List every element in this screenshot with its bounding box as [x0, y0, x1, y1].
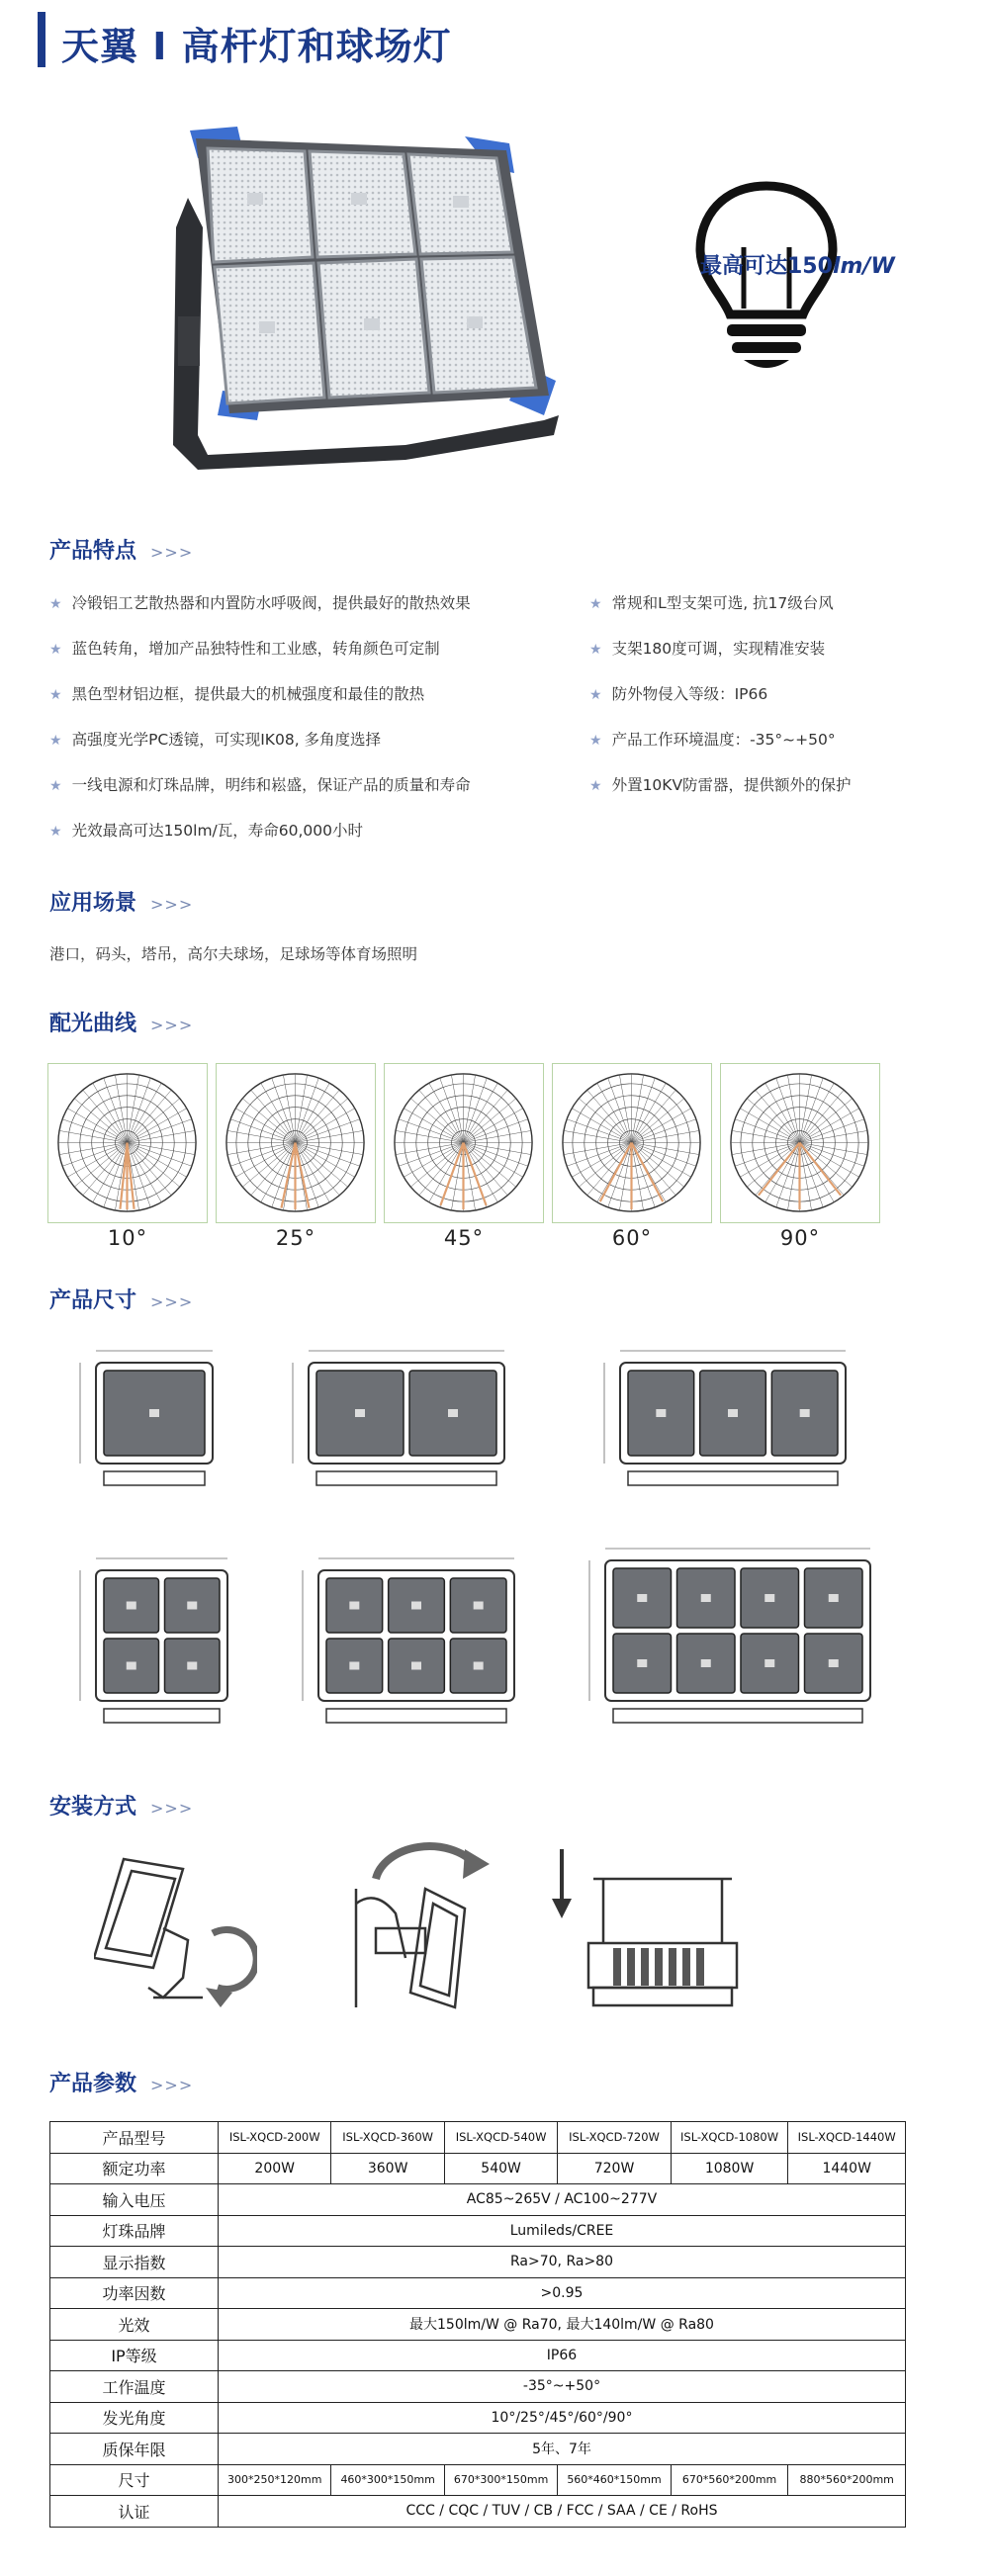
size-cell: 670*560*200mm	[671, 2464, 788, 2496]
feature-item: ★ 高强度光学PC透镜，可实现IK08, 多角度选择	[49, 731, 382, 749]
star-icon: ★	[49, 596, 62, 612]
table-row	[50, 2184, 906, 2216]
cri-cell: Ra>70, Ra>80	[219, 2247, 906, 2278]
table-row	[50, 2464, 906, 2496]
star-icon: ★	[49, 642, 62, 658]
dimension-drawing	[74, 1345, 223, 1493]
row-label: 光效	[50, 2309, 219, 2341]
row-label: 工作温度	[50, 2371, 219, 2403]
star-icon: ★	[49, 687, 62, 703]
row-label: 输入电压	[50, 2184, 219, 2216]
dimension-drawing	[584, 1543, 880, 1731]
row-label: IP等级	[50, 2340, 219, 2371]
table-row	[50, 2277, 906, 2309]
section-heading-dimensions: 产品尺寸 >>>	[49, 1288, 194, 1313]
model-cell: ISL-XQCD-1440W	[788, 2122, 906, 2154]
table-row	[50, 2434, 906, 2465]
polar-curve-box	[552, 1063, 712, 1223]
led-cell: Lumileds/CREE	[219, 2215, 906, 2247]
row-label: 产品型号	[50, 2122, 219, 2154]
size-cell: 880*560*200mm	[788, 2464, 906, 2496]
polar-curve-box	[47, 1063, 208, 1223]
feature-item: ★ 外置10KV防雷器，提供额外的保护	[589, 776, 852, 794]
page-title: 天翼 I 高杆灯和球场灯	[61, 25, 452, 68]
polar-curve-box	[384, 1063, 544, 1223]
size-cell: 670*300*150mm	[444, 2464, 557, 2496]
pf-cell: >0.95	[219, 2277, 906, 2309]
model-cell: ISL-XQCD-540W	[444, 2122, 557, 2154]
row-label: 功率因数	[50, 2277, 219, 2309]
table-row	[50, 2153, 906, 2184]
star-icon: ★	[589, 687, 602, 703]
beam-angle-label: 90°	[779, 1226, 821, 1250]
power-cell: 720W	[558, 2153, 671, 2184]
beam-angle-label: 10°	[107, 1226, 148, 1250]
section-heading-light-curve: 配光曲线 >>>	[49, 1012, 194, 1036]
section-heading-application: 应用场景 >>>	[49, 891, 194, 916]
polar-chart-icon	[48, 1064, 206, 1221]
efficacy-callout	[700, 249, 895, 280]
model-cell: ISL-XQCD-1080W	[671, 2122, 788, 2154]
feature-item: ★ 产品工作环境温度：-35°~+50°	[589, 731, 836, 749]
application-text: 港口，码头，塔吊，高尔夫球场，足球场等体育场照明	[49, 945, 418, 963]
power-cell: 200W	[219, 2153, 331, 2184]
install-wall-mount-drawing	[336, 1820, 509, 2017]
feature-item: ★ 支架180度可调，实现精准安装	[589, 640, 826, 658]
angle-cell: 10°/25°/45°/60°/90°	[219, 2402, 906, 2434]
beam-angle-label: 25°	[275, 1226, 316, 1250]
table-row	[50, 2122, 906, 2154]
star-icon: ★	[49, 733, 62, 749]
table-row	[50, 2402, 906, 2434]
spec-table	[49, 2121, 906, 2528]
beam-angle-label: 60°	[611, 1226, 653, 1250]
model-cell: ISL-XQCD-720W	[558, 2122, 671, 2154]
efficacy-label: 最高可达150	[700, 254, 833, 279]
star-icon: ★	[589, 642, 602, 658]
cert-cell: CCC / CQC / TUV / CB / FCC / SAA / CE / RoHS	[219, 2496, 906, 2528]
section-heading-installation: 安装方式 >>>	[49, 1795, 194, 1820]
star-icon: ★	[49, 824, 62, 840]
row-label: 认证	[50, 2496, 219, 2528]
floodlight-product-image	[168, 119, 613, 504]
table-row	[50, 2215, 906, 2247]
feature-item: ★ 光效最高可达150lm/瓦，寿命60,000小时	[49, 822, 364, 840]
size-cell: 300*250*120mm	[219, 2464, 331, 2496]
feature-item: ★ 常规和L型支架可选, 抗17级台风	[589, 594, 834, 612]
table-row	[50, 2340, 906, 2371]
star-icon: ★	[589, 778, 602, 794]
polar-chart-icon	[217, 1064, 374, 1221]
section-heading-features: 产品特点 >>>	[49, 539, 194, 564]
size-cell: 460*300*150mm	[331, 2464, 444, 2496]
feature-item: ★ 防外物侵入等级：IP66	[589, 685, 768, 703]
power-cell: 360W	[331, 2153, 444, 2184]
feature-item: ★ 冷锻铝工艺散热器和内置防水呼吸阀，提供最好的散热效果	[49, 594, 471, 612]
model-cell: ISL-XQCD-360W	[331, 2122, 444, 2154]
row-label: 尺寸	[50, 2464, 219, 2496]
install-pole-mount-drawing	[94, 1849, 257, 2012]
dimension-drawing	[287, 1345, 514, 1493]
ip-cell: IP66	[219, 2340, 906, 2371]
polar-chart-icon	[553, 1064, 710, 1221]
beam-angle-label: 45°	[443, 1226, 485, 1250]
row-label: 显示指数	[50, 2247, 219, 2278]
table-row	[50, 2371, 906, 2403]
temp-cell: -35°~+50°	[219, 2371, 906, 2403]
star-icon: ★	[589, 733, 602, 749]
feature-item: ★ 黑色型材铝边框，提供最大的机械强度和最佳的散热	[49, 685, 425, 703]
table-row	[50, 2309, 906, 2341]
row-label: 质保年限	[50, 2434, 219, 2465]
voltage-cell: AC85~265V / AC100~277V	[219, 2184, 906, 2216]
star-icon: ★	[49, 778, 62, 794]
power-cell: 540W	[444, 2153, 557, 2184]
table-row	[50, 2247, 906, 2278]
efficacy-unit: lm/W	[832, 254, 895, 279]
section-heading-params: 产品参数 >>>	[49, 2072, 194, 2096]
dimension-drawing	[74, 1553, 237, 1731]
efficacy-cell: 最大150lm/W @ Ra70, 最大140lm/W @ Ra80	[219, 2309, 906, 2341]
feature-item: ★ 一线电源和灯珠品牌，明纬和崧盛，保证产品的质量和寿命	[49, 776, 471, 794]
size-cell: 560*460*150mm	[558, 2464, 671, 2496]
polar-curve-box	[216, 1063, 376, 1223]
polar-chart-icon	[385, 1064, 542, 1221]
feature-item: ★ 蓝色转角，增加产品独特性和工业感，转角颜色可定制	[49, 640, 440, 658]
table-row	[50, 2496, 906, 2528]
row-label: 额定功率	[50, 2153, 219, 2184]
install-top-mount-drawing	[544, 1839, 771, 2017]
row-label: 灯珠品牌	[50, 2215, 219, 2247]
title-accent-bar	[38, 12, 45, 67]
power-cell: 1080W	[671, 2153, 788, 2184]
warranty-cell: 5年、7年	[219, 2434, 906, 2465]
dimension-drawing	[297, 1553, 524, 1731]
model-cell: ISL-XQCD-200W	[219, 2122, 331, 2154]
polar-curve-box	[720, 1063, 880, 1223]
power-cell: 1440W	[788, 2153, 906, 2184]
dimension-drawing	[598, 1345, 855, 1493]
star-icon: ★	[589, 596, 602, 612]
row-label: 发光角度	[50, 2402, 219, 2434]
polar-chart-icon	[721, 1064, 878, 1221]
